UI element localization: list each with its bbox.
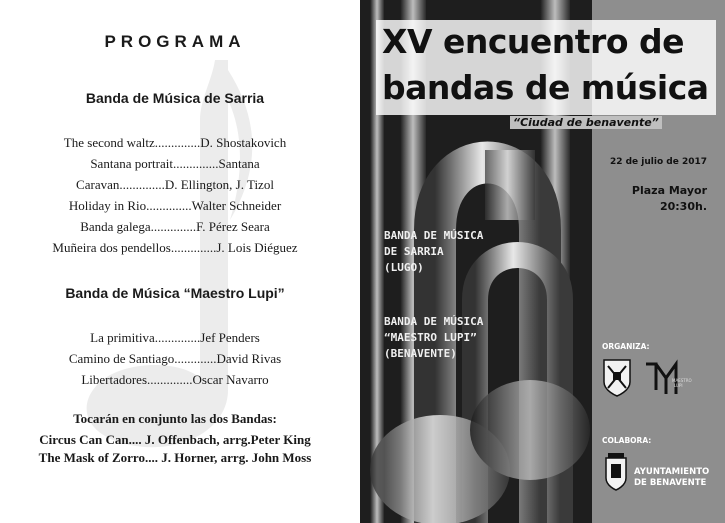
event-title-line2: bandas de música [382, 68, 709, 107]
poster-band2-line: (BENAVENTE) [384, 347, 457, 360]
poster-band1 [384, 228, 483, 276]
band2-heading: Banda de Música “Maestro Lupi” [65, 285, 285, 301]
poster-band2 [384, 314, 483, 362]
ayuntamiento-crest [602, 452, 630, 492]
ayuntamiento-name [634, 467, 709, 489]
program-panel [0, 0, 360, 523]
program-item: Muñeira dos pendellos..............J. Lois Diéguez [52, 240, 298, 255]
poster-band1-line: BANDA DE MÚSICA [384, 229, 484, 242]
program-item: The second waltz..............D. Shostakovich [63, 135, 287, 150]
poster-panel [360, 0, 725, 523]
svg-text:LUPI: LUPI [674, 383, 683, 388]
colabora-label: COLABORA: [602, 436, 652, 445]
crest-logo [602, 358, 632, 398]
joint-item: The Mask of Zorro.... J. Horner, arrg. John Moss [38, 450, 312, 465]
event-title-line1: XV encuentro de [382, 22, 684, 61]
poster-band1-line: (LUGO) [384, 261, 424, 274]
program-item: Banda galega..............F. Pérez Seara [80, 219, 270, 234]
program-title: PROGRAMA [104, 32, 246, 51]
event-place: Plaza Mayor [631, 184, 707, 197]
program-item: La primitiva..............Jef Penders [90, 330, 260, 345]
poster-band2-line: BANDA DE MÚSICA [384, 315, 484, 328]
program-item: Holiday in Rio..............Walter Schneider [68, 198, 282, 213]
program-item: Santana portrait..............Santana [90, 156, 260, 171]
joint-item: Circus Can Can.... J. Offenbach, arrg.Peter King [39, 432, 311, 447]
joint-heading: Tocarán en conjunto las dos Bandas: [73, 411, 277, 426]
program-item: Caravan..............D. Ellington, J. Tizol [76, 177, 274, 192]
ayuntamiento-line1: AYUNTAMIENTO [634, 467, 710, 477]
poster-band1-line: DE SARRIA [384, 245, 444, 258]
event-subtitle: “Ciudad de benavente” [510, 116, 662, 129]
program-item: Camino de Santiago.............David Rivas [68, 351, 282, 366]
organiza-label: ORGANIZA: [602, 342, 650, 351]
event-time: 20:30h. [659, 200, 707, 213]
svg-text:MAESTRO: MAESTRO [672, 378, 692, 383]
band-logo [642, 360, 692, 398]
poster-band2-line: “MAESTRO LUPI” [384, 331, 477, 344]
ayuntamiento-line2: DE BENAVENTE [634, 478, 707, 488]
event-date: 22 de julio de 2017 [609, 157, 707, 167]
program-item: Libertadores..............Oscar Navarro [81, 372, 269, 387]
band1-heading: Banda de Música de Sarria [85, 90, 265, 106]
